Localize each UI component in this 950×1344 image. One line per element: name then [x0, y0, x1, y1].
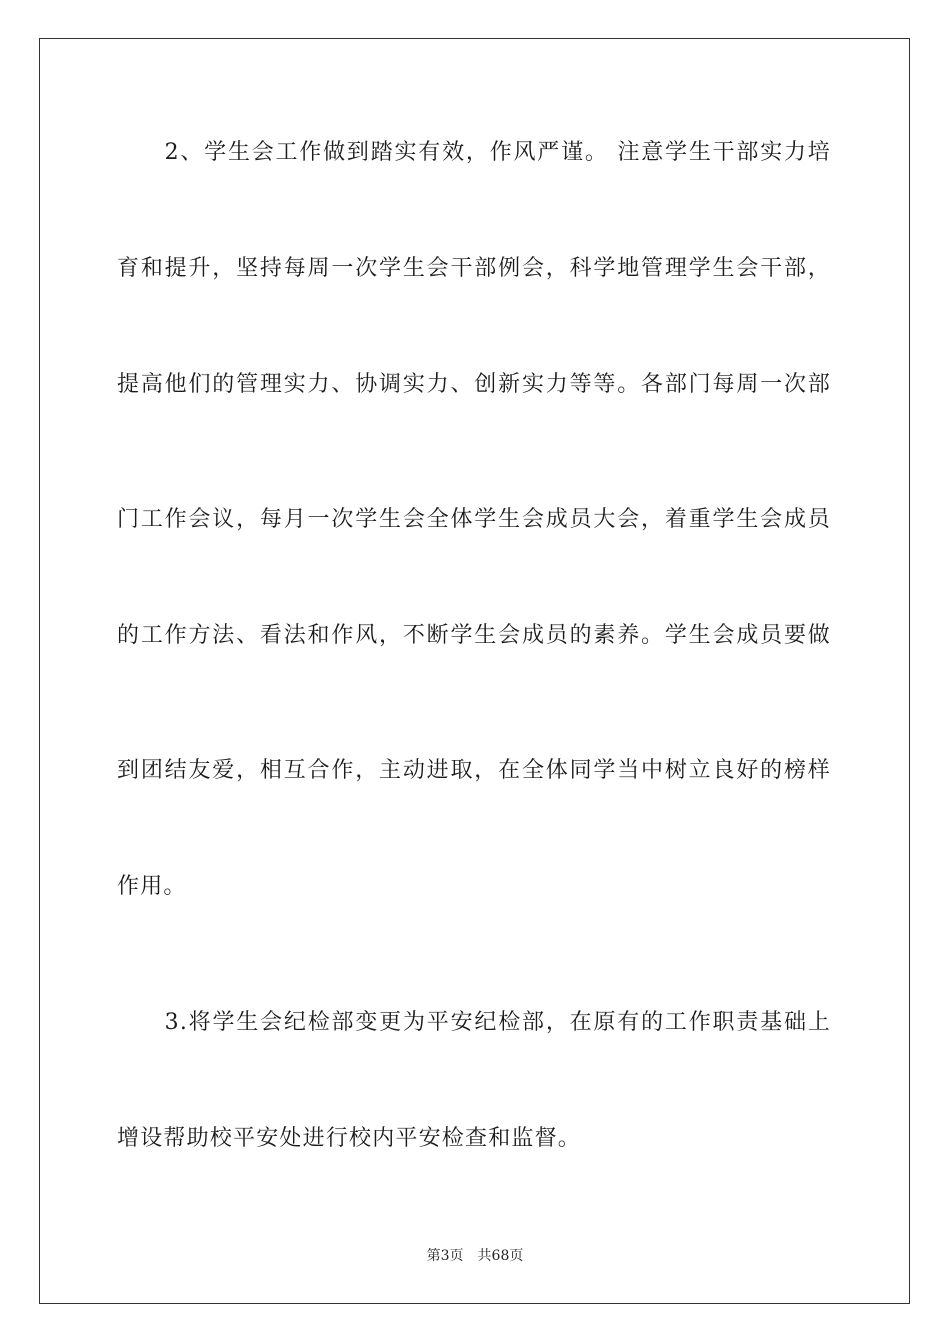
text-line: 门工作会议，每月一次学生会全体学生会成员大会，着重学生会成员	[117, 507, 831, 532]
text-line: 的工作方法、看法和作风，不断学生会成员的素养。学生会成员要做	[117, 623, 831, 648]
text-line: 到团结友爱，相互合作，主动进取，在全体同学当中树立良好的榜样	[117, 758, 831, 783]
page-border	[39, 38, 910, 1304]
page-number: 第3页	[426, 1248, 464, 1264]
page-total: 共68页	[477, 1248, 524, 1264]
text-line: 增设帮助校平安处进行校内平安检查和监督。	[117, 1126, 582, 1151]
text-line: 3.将学生会纪检部变更为平安纪检部，在原有的工作职责基础上	[117, 1010, 831, 1035]
text-line: 作用。	[117, 874, 187, 899]
text-line: 提高他们的管理实力、协调实力、创新实力等等。各部门每周一次部	[117, 372, 831, 397]
page-footer	[0, 1246, 950, 1266]
text-line: 育和提升，坚持每周一次学生会干部例会，科学地管理学生会干部，	[117, 256, 831, 281]
text-line: 2、学生会工作做到踏实有效，作风严谨。 注意学生干部实力培	[117, 140, 831, 165]
